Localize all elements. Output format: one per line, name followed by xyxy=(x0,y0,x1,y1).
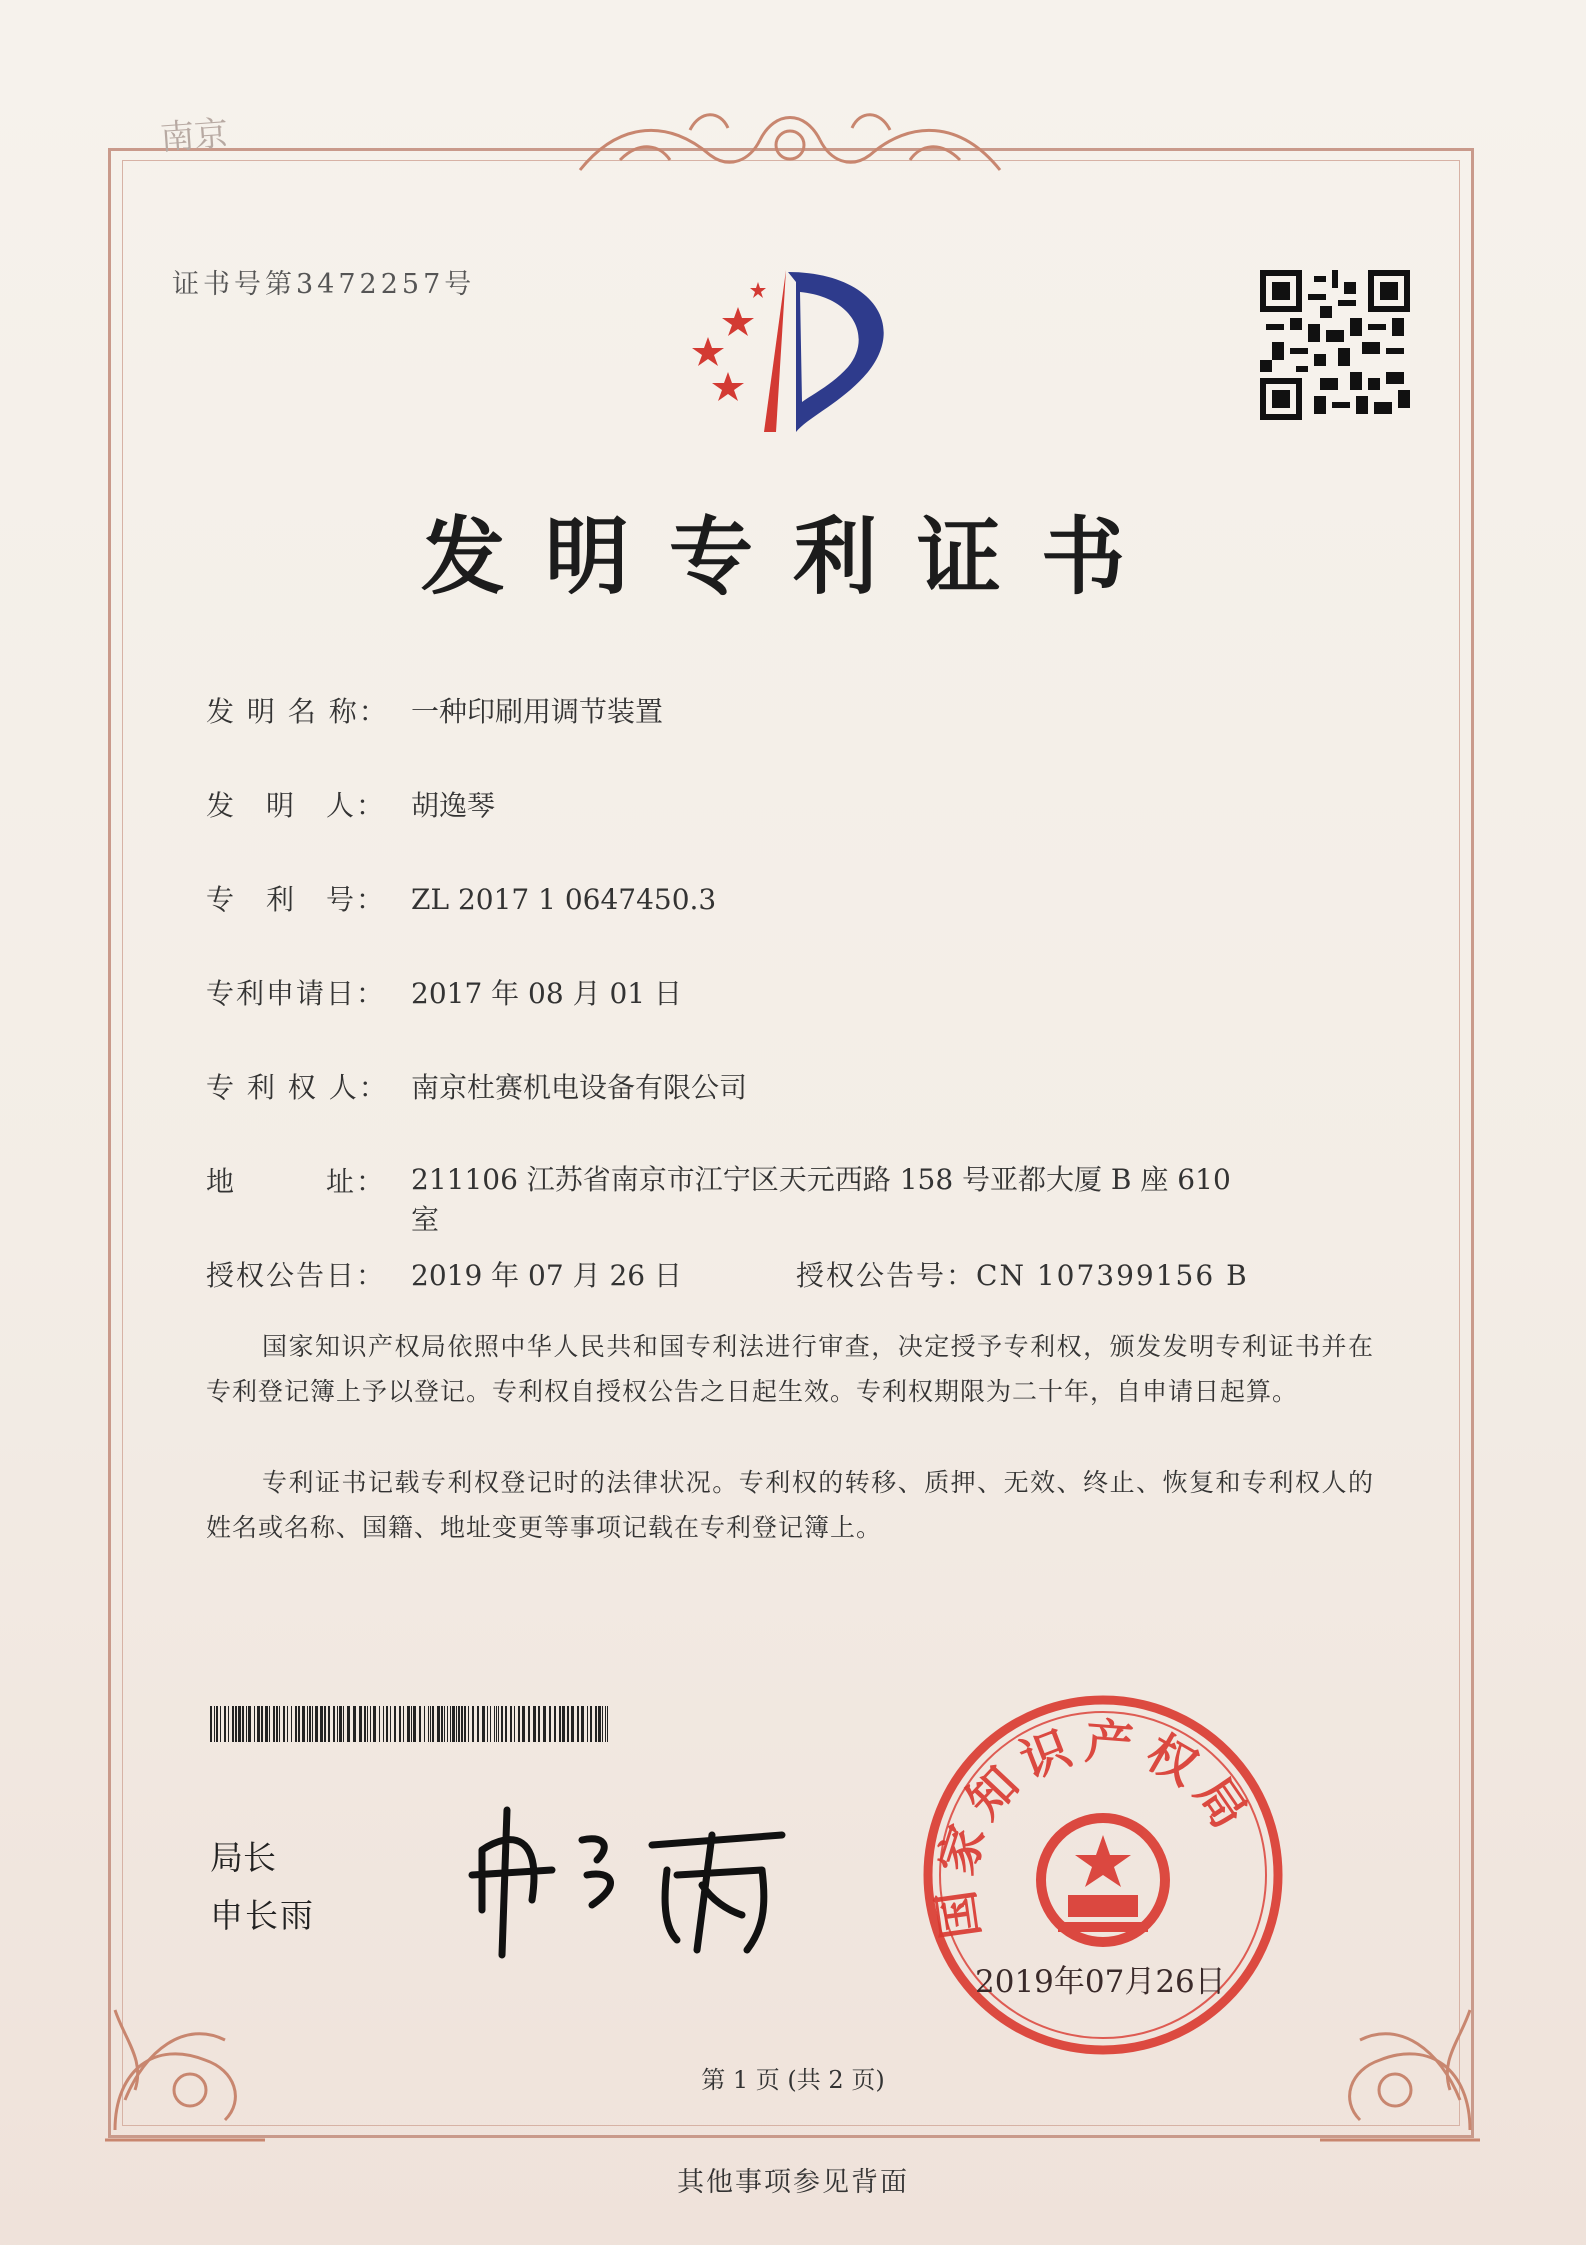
field-value: 2017 年 08 月 01 日 xyxy=(411,977,683,1010)
field-label: 专利申请日： xyxy=(206,977,387,1010)
field-label: 发 明 名 称： xyxy=(206,695,389,728)
field-invention-name xyxy=(206,690,663,730)
qr-code-icon xyxy=(1260,270,1410,420)
field-label: 地 址： xyxy=(206,1165,387,1198)
barcode-icon xyxy=(210,1706,608,1742)
statement-paragraph-1: 国家知识产权局依照中华人民共和国专利法进行审查，决定授予专利权，颁发发明专利证书并在专利登记簿上予以登记。专利权自授权公告之日起生效。专利权期限为二十年，自申请日起算。 xyxy=(206,1332,1374,1406)
handwritten-note: 南京 xyxy=(158,113,230,159)
bottom-right-ornament-icon xyxy=(1310,1950,1490,2150)
field-patent-number xyxy=(206,878,716,918)
seal-date: 2019年07月26日 xyxy=(975,1964,1226,2000)
footer-note: 其他事项参见背面 xyxy=(677,2167,909,2198)
field-label: 专 利 号： xyxy=(206,883,387,916)
top-ornament-icon xyxy=(560,100,1020,190)
field-value: 一种印刷用调节装置 xyxy=(411,695,664,728)
field-value: 南京杜赛机电设备有限公司 xyxy=(411,1071,748,1104)
field-address xyxy=(206,1160,411,1200)
director-name: 申长雨 xyxy=(210,1896,315,1935)
field-grant-number xyxy=(796,1254,1249,1294)
patent-emblem-icon xyxy=(668,262,914,452)
field-address-value: 211106 江苏省南京市江宁区天元西路 158 号亚都大厦 B 座 610 室 xyxy=(411,1163,1231,1236)
director-signature-icon xyxy=(462,1790,802,1960)
field-application-date xyxy=(206,972,682,1012)
field-label: 专 利 权 人： xyxy=(206,1071,389,1104)
certificate-number: 证书号第3472257号 xyxy=(172,269,476,300)
field-value: 2019 年 07 月 26 日 xyxy=(411,1259,683,1292)
seal-text: 国家知识产权局 xyxy=(926,1713,1263,1943)
statement-paragraph-2: 专利证书记载专利权登记时的法律状况。专利权的转移、质押、无效、终止、恢复和专利权人的姓名或名称、国籍、地址变更等事项记载在专利登记簿上。 xyxy=(206,1468,1374,1542)
director-title: 局长 xyxy=(210,1838,276,1877)
field-label: 授权公告号： xyxy=(796,1259,977,1292)
field-label: 发 明 人： xyxy=(206,789,387,822)
field-value: ZL 2017 1 0647450.3 xyxy=(411,883,717,916)
field-label: 授权公告日： xyxy=(206,1259,387,1292)
bottom-left-ornament-icon xyxy=(95,1950,275,2150)
field-patentee xyxy=(206,1066,747,1106)
field-value: CN 107399156 B xyxy=(976,1259,1249,1292)
page-number: 第 1 页 (共 2 页) xyxy=(701,2066,885,2094)
field-value: 胡逸琴 xyxy=(411,789,496,822)
official-seal-icon xyxy=(918,1690,1288,2060)
field-inventor xyxy=(206,784,495,824)
field-grant-date xyxy=(206,1254,682,1294)
document-title: 发明专利证书 xyxy=(420,508,1165,606)
